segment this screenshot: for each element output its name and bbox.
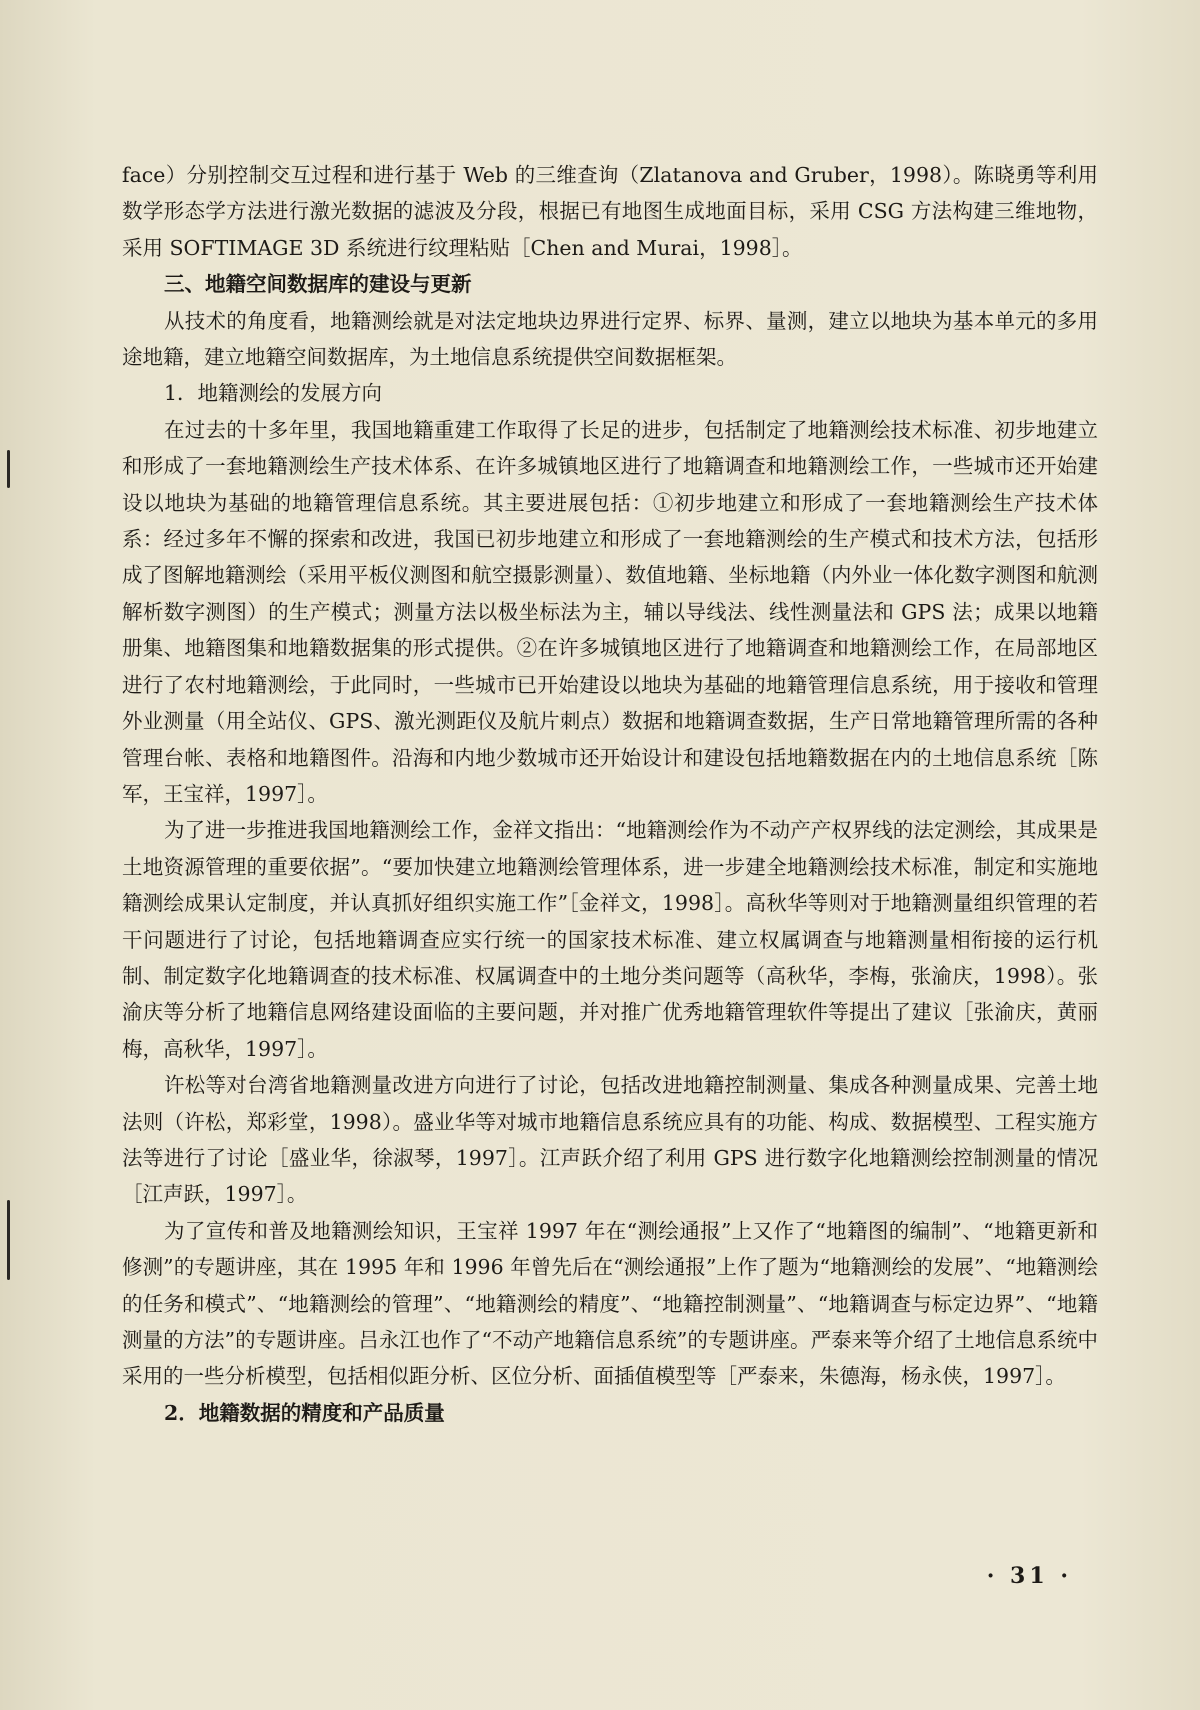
paragraph: 在过去的十多年里，我国地籍重建工作取得了长足的进步，包括制定了地籍测绘技术标准、初步地建立和形成了一套地籍测绘生产技术体系、在许多城镇地区进行了地籍调查和地籍测绘工作，一些城市还开始建设以地块为基础的地籍管理信息系统。其主要进展包括：①初步地建立和形成了一套地籍测绘生产技术体系：经过多年不懈的探索和改进，我国已初步地建立和形成了一套地籍测绘的生产模式和技术方法，包括形成了图解地籍测绘（采用平板仪测图和航空摄影测量）、数值地籍、坐标地籍（内外业一体化数字测图和航测解析数字测图）的生产模式；测量方法以极坐标法为主，辅以导线法、线性测量法和 GPS 法；成果以地籍册集、地籍图集和地籍数据集的形式提供。②在许多城镇地区进行了地籍调查和地籍测绘工作，在局部地区进行了农村地籍测绘，于此同时，一些城市已开始建设以地块为基础的地籍管理信息系统，用于接收和管理外业测量（用全站仪、GPS、激光测距仪及航片刺点）数据和地籍调查数据，生产日常地籍管理所需的各种管理台帐、表格和地籍图件。沿海和内地少数城市还开始设计和建设包括地籍数据在内的土地信息系统［陈军，王宝祥，1997］。 [122,417,1098,806]
paragraph-continuation: face）分别控制交互过程和进行基于 Web 的三维查询（Zlatanova and Gruber，1998）。陈晓勇等利用数学形态学方法进行激光数据的滤波及分段，根据已有地图生成地面目标，采用 CSG 方法构建三维地物，采用 SOFTIMAGE 3D 系统进行纹理粘贴［Chen and Murai，1998］。 [122,163,1098,260]
page-number: · 31 · [986,1563,1072,1589]
binding-mark [7,450,10,488]
section-heading: 三、地籍空间数据库的建设与更新 [164,272,472,297]
paragraph: 为了宣传和普及地籍测绘知识，王宝祥 1997 年在“测绘通报”上又作了“地籍图的编制”、“地籍更新和修测”的专题讲座，其在 1995 年和 1996 年曾先后在“测绘通报”上作了题为“地籍测绘的发展”、“地籍测绘的任务和模式”、“地籍测绘的管理”、“地籍测绘的精度”、“地籍控制测量”、“地籍调查与标定边界”、“地籍测量的方法”的专题讲座。吕永江也作了“不动产地籍信息系统”的专题讲座。严泰来等介绍了土地信息系统中采用的一些分析模型，包括相似距分析、区位分析、面插值模型等［严泰来，朱德海，杨永侠，1997］。 [122,1218,1098,1389]
page-body [122,157,1098,1431]
binding-mark [7,1200,10,1280]
paragraph: 许松等对台湾省地籍测量改进方向进行了讨论，包括改进地籍控制测量、集成各种测量成果、完善土地法则（许松，郑彩堂，1998）。盛业华等对城市地籍信息系统应具有的功能、构成、数据模型、工程实施方法等进行了讨论［盛业华，徐淑琴，1997］。江声跃介绍了利用 GPS 进行数字化地籍测绘控制测量的情况［江声跃，1997］。 [122,1073,1098,1207]
subsection-heading: 2．地籍数据的精度和产品质量 [164,1400,445,1425]
subsection-heading: 1．地籍测绘的发展方向 [164,381,383,406]
paragraph: 从技术的角度看，地籍测绘就是对法定地块边界进行定界、标界、量测，建立以地块为基本单元的多用途地籍，建立地籍空间数据库，为土地信息系统提供空间数据框架。 [122,308,1098,370]
paragraph: 为了进一步推进我国地籍测绘工作，金祥文指出：“地籍测绘作为不动产产权界线的法定测绘，其成果是土地资源管理的重要依据”。“要加快建立地籍测绘管理体系，进一步建全地籍测绘技术标准，制定和实施地籍测绘成果认定制度，并认真抓好组织实施工作”［金祥文，1998］。高秋华等则对于地籍测量组织管理的若干问题进行了讨论，包括地籍调查应实行统一的国家技术标准、建立权属调查与地籍测量相衔接的运行机制、制定数字化地籍调查的技术标准、权属调查中的土地分类问题等（高秋华，李梅，张渝庆，1998）。张渝庆等分析了地籍信息网络建设面临的主要问题，并对推广优秀地籍管理软件等提出了建议［张渝庆，黄丽梅，高秋华，1997］。 [122,818,1098,1061]
